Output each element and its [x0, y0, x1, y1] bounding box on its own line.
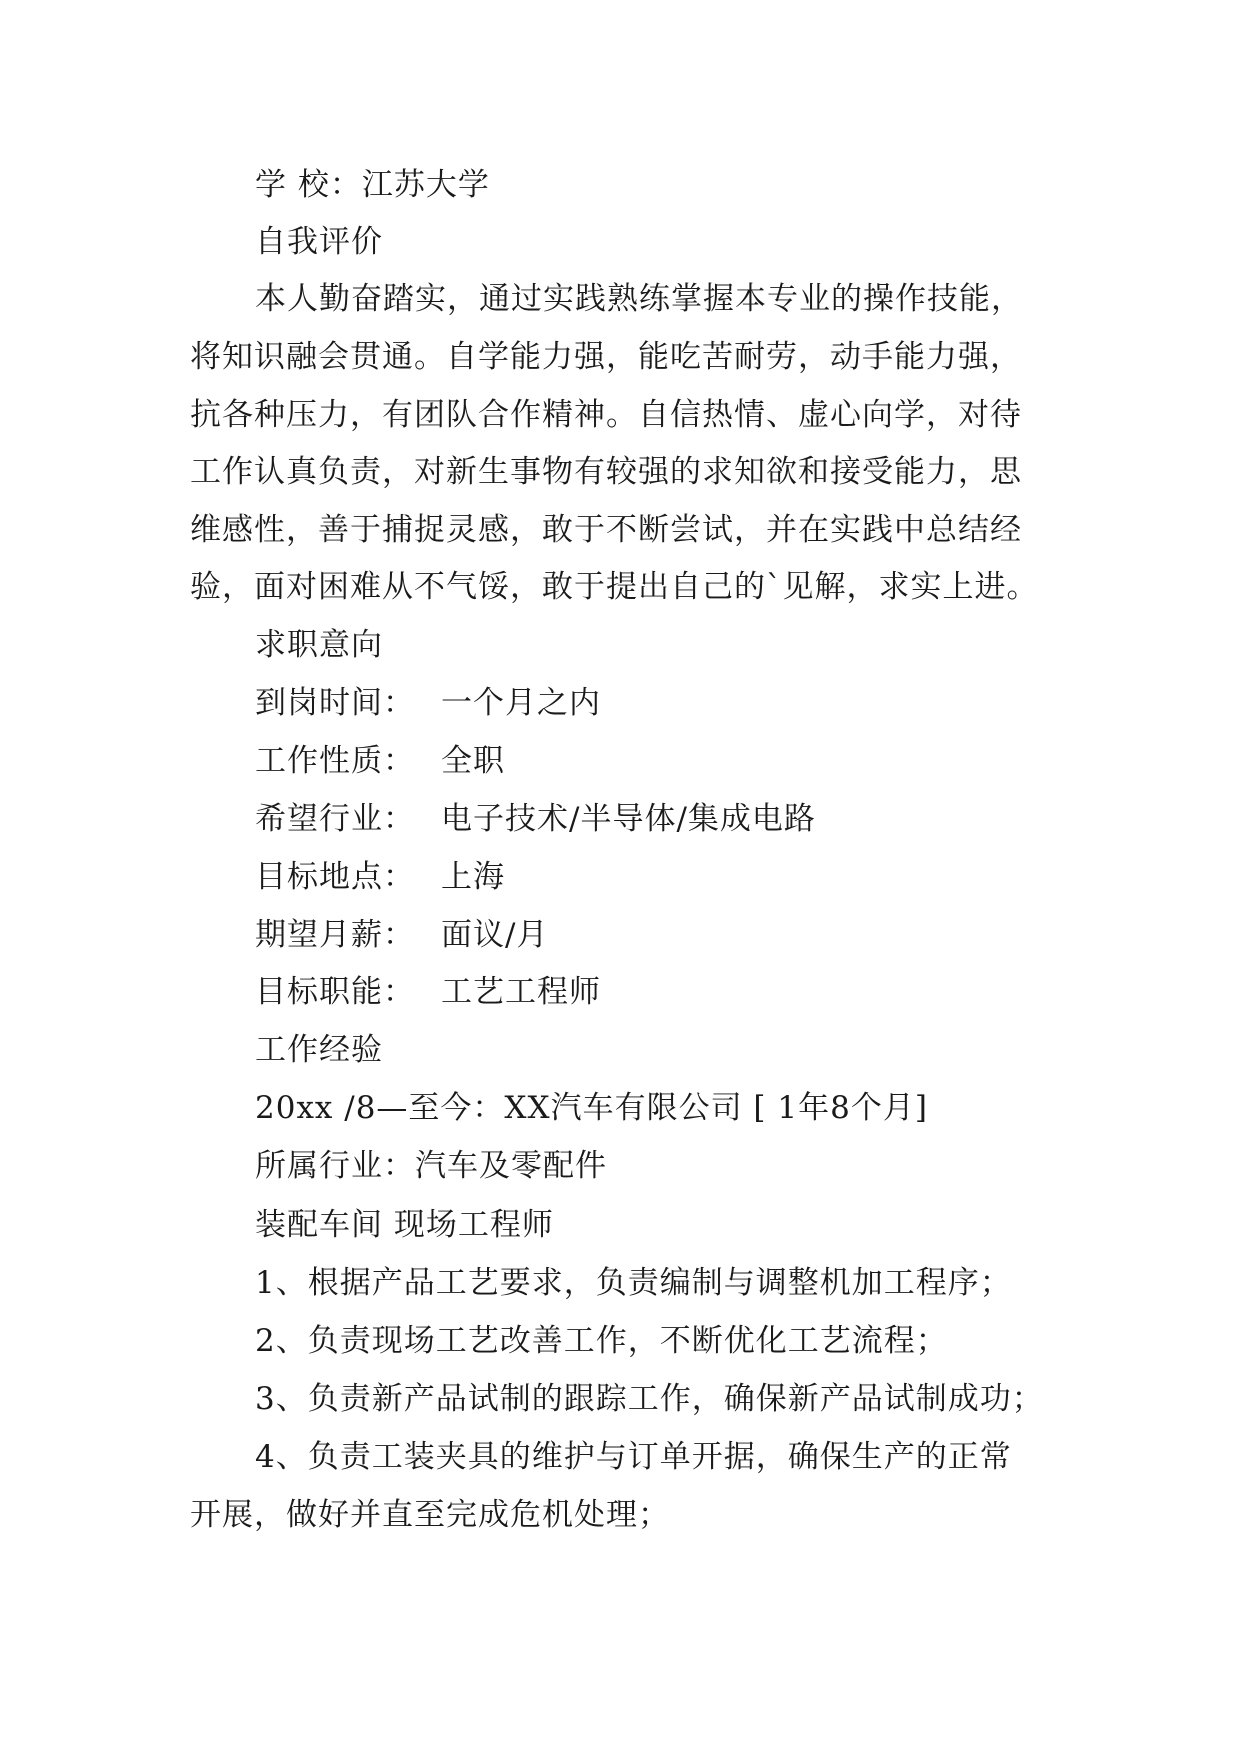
- field-value: 工艺工程师: [441, 974, 601, 1010]
- field-label: 目标地点：: [255, 859, 415, 895]
- school-line: 学 校：江苏大学: [255, 167, 490, 203]
- job-intention-field: [255, 857, 505, 897]
- field-label: 期望月薪：: [255, 917, 415, 953]
- self-evaluation-text-line: 本人勤奋踏实，通过实践熟练掌握本专业的操作技能，: [255, 281, 1023, 317]
- field-label: 目标职能：: [255, 974, 415, 1010]
- field-label: 希望行业：: [255, 801, 415, 837]
- self-evaluation-text-line: 验，面对困难从不气馁，敢于提出自己的`见解，求实上进。: [190, 569, 1039, 605]
- job-intention-field: [255, 741, 505, 781]
- field-label: 工作性质：: [255, 743, 415, 779]
- duty-item: 3、负责新产品试制的跟踪工作，确保新产品试制成功；: [255, 1381, 1044, 1417]
- self-evaluation-text-line: 工作认真负责，对新生事物有较强的求知欲和接受能力，思: [190, 454, 1022, 490]
- work-industry-line: 所属行业：汽车及零配件: [255, 1148, 607, 1184]
- field-value: 上海: [441, 859, 505, 895]
- job-intention-field: [255, 972, 601, 1012]
- self-evaluation-text-line: 将知识融会贯通。自学能力强，能吃苦耐劳，动手能力强，: [190, 339, 1022, 375]
- duty-item: 2、负责现场工艺改善工作，不断优化工艺流程；: [255, 1323, 948, 1359]
- field-value: 面议/月: [441, 917, 549, 953]
- job-intention-field: [255, 915, 548, 955]
- job-intention-field: [255, 799, 816, 839]
- job-intention-heading: 求职意向: [255, 627, 383, 663]
- field-value: 一个月之内: [441, 685, 601, 721]
- duty-item: 1、根据产品工艺要求，负责编制与调整机加工程序；: [255, 1265, 1012, 1301]
- field-value: 全职: [441, 743, 505, 779]
- duty-item-continuation: 开展，做好并直至完成危机处理；: [190, 1497, 670, 1533]
- self-evaluation-text-line: 维感性，善于捕捉灵感，敢于不断尝试，并在实践中总结经: [190, 512, 1022, 548]
- work-position-line: 装配车间 现场工程师: [255, 1207, 554, 1243]
- work-period-line: 20xx /8—至今：XX汽车有限公司 [ 1年8个月]: [255, 1090, 928, 1126]
- job-intention-field: [255, 683, 601, 723]
- self-evaluation-heading: 自我评价: [255, 224, 383, 260]
- field-label: 到岗时间：: [255, 685, 415, 721]
- field-value: 电子技术/半导体/集成电路: [441, 801, 816, 837]
- duty-item: 4、负责工装夹具的维护与订单开据，确保生产的正常: [255, 1439, 1012, 1475]
- self-evaluation-text-line: 抗各种压力，有团队合作精神。自信热情、虚心向学，对待: [190, 397, 1022, 433]
- work-experience-heading: 工作经验: [255, 1032, 383, 1068]
